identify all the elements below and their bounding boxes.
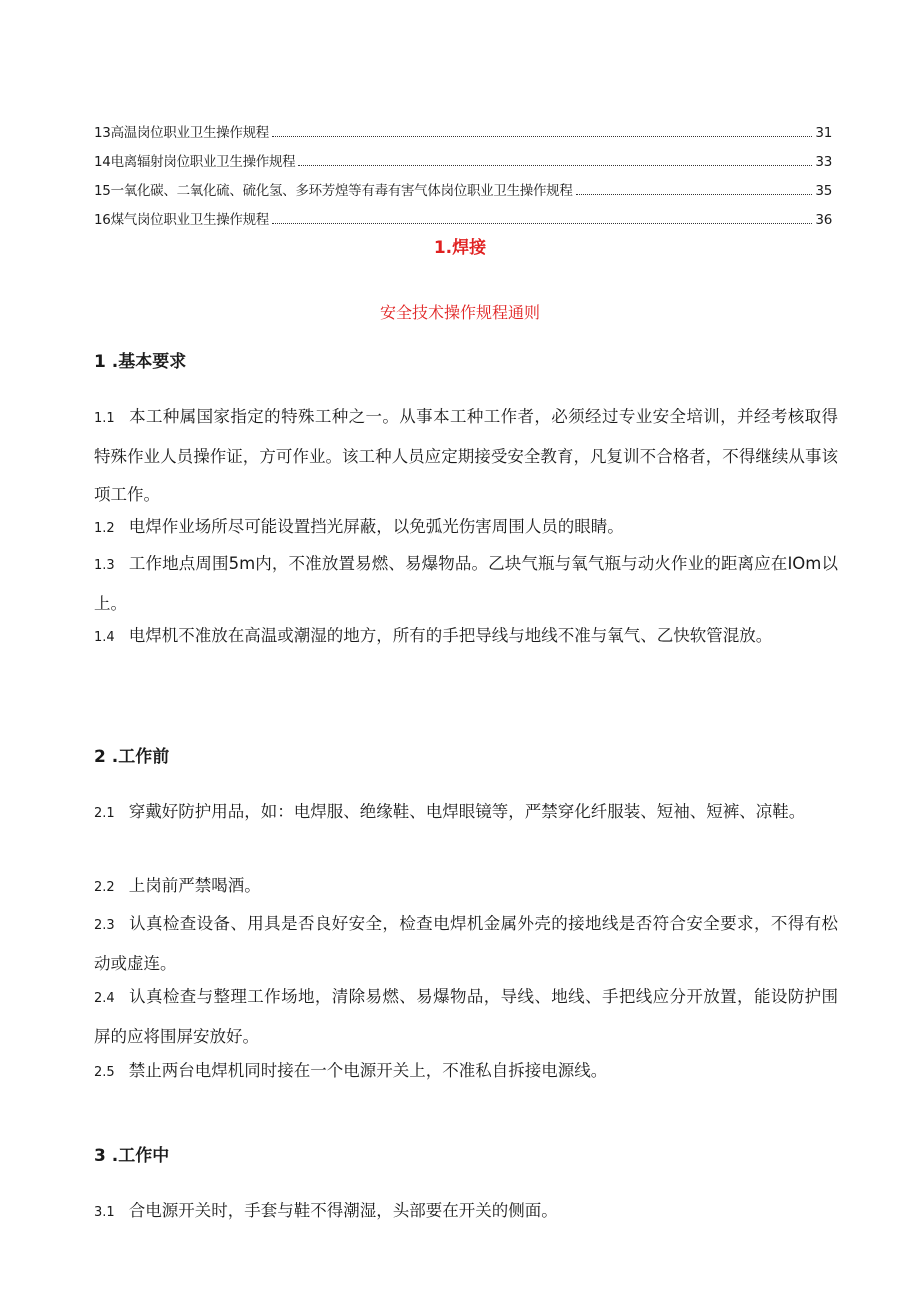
toc-entry[interactable] (94, 112, 832, 141)
toc-entry-page: 35 (815, 183, 832, 199)
toc-entry[interactable] (94, 199, 832, 228)
clause-number: 1.4 (94, 630, 115, 645)
clause-number: 2.2 (94, 880, 115, 895)
toc-entry[interactable] (94, 141, 832, 170)
clause-text: 上岗前严禁喝酒。 (128, 876, 261, 895)
clause-number: 2.5 (94, 1065, 115, 1080)
clause-number: 3.1 (94, 1205, 115, 1220)
toc-entry[interactable] (94, 170, 832, 199)
clause-text: 认真检查与整理工作场地，清除易燃、易爆物品，导线、地线、手把线应分开放置，能设防护围屏的应将围屏安放好。 (94, 987, 838, 1046)
clause-paragraph (94, 978, 838, 1056)
clause-text: 电焊作业场所尽可能设置挡光屏蔽，以免弧光伤害周围人员的眼睛。 (128, 517, 624, 536)
clause-paragraph (94, 1192, 838, 1232)
clause-number: 1.1 (94, 411, 115, 426)
section-heading: 3 .工作中 (94, 1146, 170, 1166)
toc-entry-title: 14电离辐射岗位职业卫生操作规程 (94, 154, 296, 170)
clause-paragraph (94, 617, 838, 657)
clause-text: 工作地点周围5m内，不准放置易燃、易爆物品。乙块气瓶与氧气瓶与动火作业的距离应在IOm以上。 (94, 554, 838, 613)
clause-paragraph (94, 508, 838, 548)
clause-text: 电焊机不准放在高温或潮湿的地方，所有的手把导线与地线不准与氧气、乙快软管混放。 (128, 626, 773, 645)
clause-text: 本工种属国家指定的特殊工种之一。从事本工种工作者，必须经过专业安全培训，并经考核取得特殊作业人员操作证，方可作业。该工种人员应定期接受安全教育，凡复训不合格者，不得继续从事该项工作。 (94, 407, 838, 504)
clause-paragraph (94, 793, 838, 833)
toc-dot-leader (272, 135, 812, 137)
section-title: 安全技术操作规程通则 (379, 303, 540, 322)
clause-number: 2.1 (94, 806, 115, 821)
section-heading: 2 .工作前 (94, 747, 170, 767)
toc-dot-leader (576, 193, 813, 195)
toc-entry-page: 31 (815, 125, 832, 141)
clause-number: 2.3 (94, 918, 115, 933)
toc-entry-title: 15一氧化碳、二氧化硫、硫化氢、多环芳煌等有毒有害气体岗位职业卫生操作规程 (94, 183, 573, 199)
toc-entry-title: 16煤气岗位职业卫生操作规程 (94, 212, 269, 228)
clause-text: 合电源开关时，手套与鞋不得潮湿，头部要在开关的侧面。 (128, 1201, 558, 1220)
clause-paragraph (94, 1052, 838, 1092)
toc-dot-leader (298, 164, 812, 166)
clause-number: 2.4 (94, 991, 115, 1006)
toc-entry-title: 13高温岗位职业卫生操作规程 (94, 125, 269, 141)
clause-text: 认真检查设备、用具是否良好安全，检查电焊机金属外壳的接地线是否符合安全要求，不得有松动或虚连。 (94, 914, 838, 973)
toc-entry-page: 36 (815, 212, 832, 228)
table-of-contents (94, 112, 832, 228)
toc-entry-page: 33 (815, 154, 832, 170)
clause-paragraph (94, 867, 838, 907)
clause-paragraph (94, 398, 838, 514)
clause-text: 禁止两台电焊机同时接在一个电源开关上，不准私自拆接电源线。 (128, 1061, 608, 1080)
section-heading: 1 .基本要求 (94, 352, 187, 372)
toc-dot-leader (272, 222, 812, 224)
clause-text: 穿戴好防护用品，如：电焊服、绝缘鞋、电焊眼镜等，严禁穿化纤服装、短袖、短裤、凉鞋。 (128, 802, 806, 821)
clause-number: 1.2 (94, 521, 115, 536)
clause-paragraph (94, 905, 838, 983)
chapter-title: 1.焊接 (433, 238, 487, 258)
clause-number: 1.3 (94, 558, 115, 573)
clause-paragraph (94, 545, 838, 623)
